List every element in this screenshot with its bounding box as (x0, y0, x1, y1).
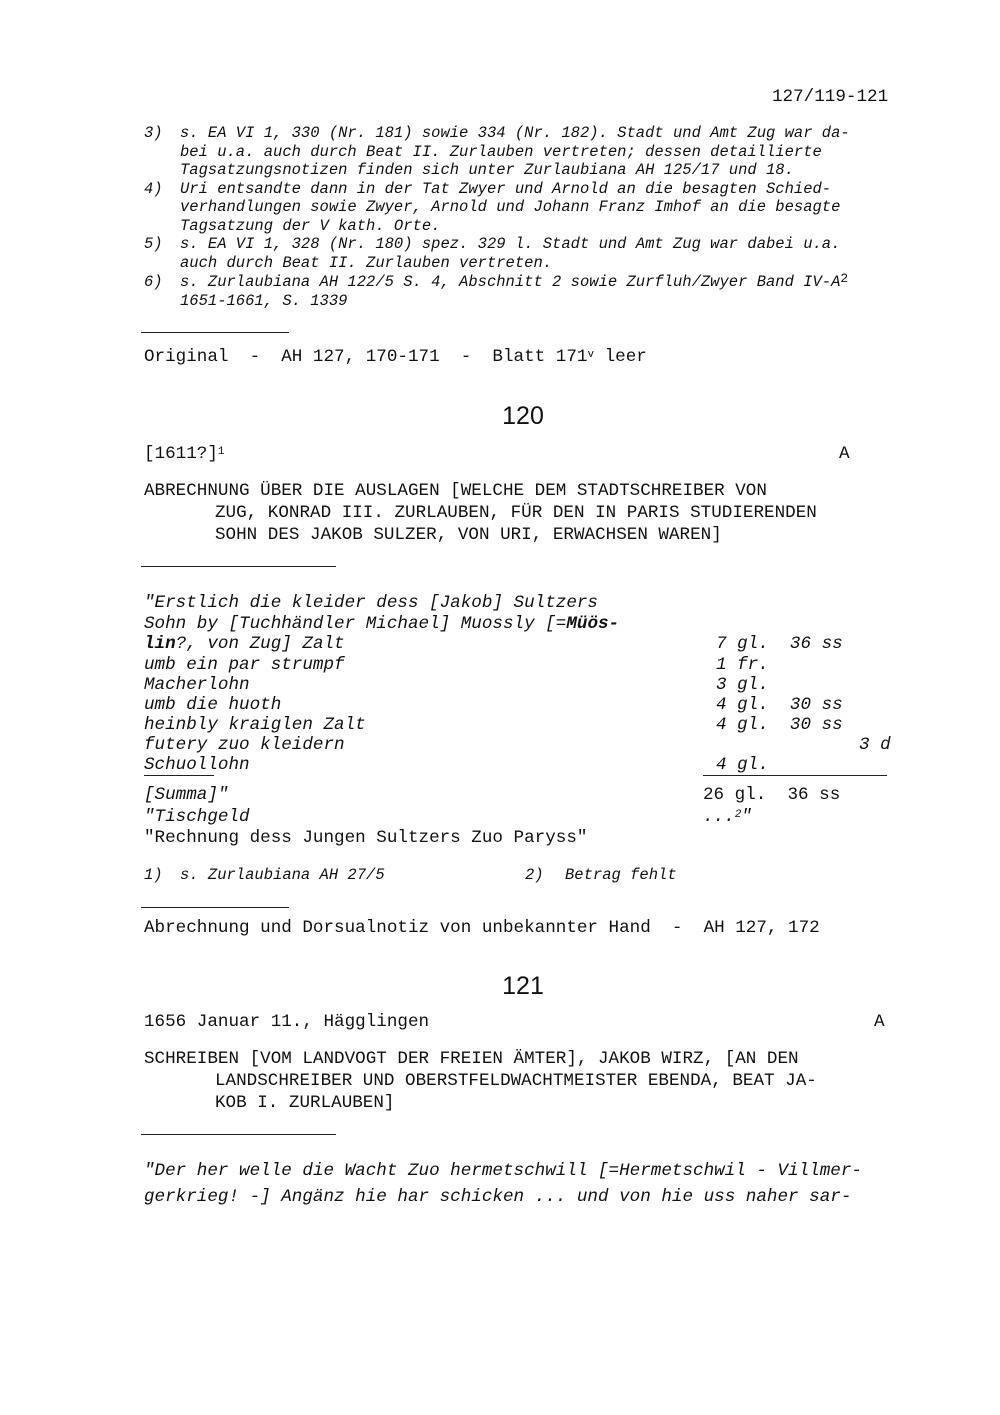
title-line: ABRECHNUNG ÜBER DIE AUSLAGEN [WELCHE DEM STADTSCHREIBER VON (144, 481, 767, 501)
footnote-line: s. Zurlaubiana AH 27/5 (180, 866, 385, 884)
footnote-text: s. Zurlaubiana AH 122/5 S. 4, Abschnitt 2 sowie Zurfluh/Zwyer Band IV-A (180, 273, 841, 291)
account-intro-line (144, 633, 345, 655)
document-type: A (839, 444, 850, 464)
footnote-number: 3) (144, 124, 163, 142)
title-line: LANDSCHREIBER UND OBERSTFELDWACHTMEISTER EBENDA, BEAT JA- (215, 1071, 817, 1091)
intro-text: ?, von Zug] Zalt (175, 634, 345, 654)
title-line: ZUG, KONRAD III. ZURLAUBEN, FÜR DEN IN PARIS STUDIERENDEN (215, 503, 817, 523)
footnote-line (180, 273, 848, 292)
account-amount: 4 gl. 30 ss (716, 695, 843, 715)
document-date: 1656 Januar 11., Hägglingen (144, 1012, 430, 1032)
title-line: KOB I. ZURLAUBEN] (215, 1093, 395, 1113)
date-superscript: 1 (217, 446, 225, 458)
tischgeld-amount (703, 806, 752, 828)
account-amount: 3 d (859, 735, 891, 755)
footnote-superscript: 2 (840, 271, 849, 286)
account-item-label: futery zuo kleidern (144, 735, 345, 755)
footnote-number: 1) (144, 866, 163, 884)
source-tail: leer (594, 347, 647, 367)
account-item-label: Macherlohn (144, 675, 250, 695)
footnote-line: verhandlungen sowie Zwyer, Arnold und Johann Franz Imhof an die besagte (180, 198, 841, 216)
sum-rule (703, 775, 887, 776)
dorsual-note: "Rechnung dess Jungen Sultzers Zuo Paryss" (144, 828, 588, 848)
source-text: Original - AH 127, 170-171 - Blatt 171 (144, 347, 588, 367)
separator-rule (141, 907, 289, 908)
account-item-label: umb ein par strumpf (144, 655, 345, 675)
footnote-number: 5) (144, 235, 163, 253)
intro-text: Sohn by [Tuchhändler Michael] Muossly [= (144, 614, 567, 634)
summa-amount: 26 gl. 36 ss (703, 785, 841, 805)
footnote-line: Betrag fehlt (565, 866, 677, 884)
source-superscript: v (587, 349, 595, 361)
text-line: gerkrieg! -] Angänz hie har schicken ... und von hie uss naher sar- (144, 1187, 852, 1207)
document-type: A (874, 1012, 885, 1032)
account-amount: 4 gl. 30 ss (716, 715, 843, 735)
footnote-line: 1651-1661, S. 1339 (180, 291, 348, 310)
footnote-line: Uri entsandte dann in der Tat Zwyer und Arnold an die besagten Schied- (180, 179, 832, 198)
amount-superscript: 2 (734, 809, 742, 821)
amount-text: ... (703, 807, 735, 827)
footnote-number: 6) (144, 273, 163, 291)
footnote-line: auch durch Beat II. Zurlauben vertreten. (180, 253, 553, 272)
underline-rule (144, 775, 214, 776)
separator-rule (141, 332, 289, 333)
footnote-number: 4) (144, 179, 163, 198)
intro-emphasis: lin (144, 634, 176, 654)
document-number: 120 (502, 402, 544, 430)
document-number: 121 (502, 972, 544, 1000)
title-line: SCHREIBEN [VOM LANDVOGT DER FREIEN ÄMTER], JAKOB WIRZ, [AN DEN (144, 1049, 799, 1069)
footnote-number: 2) (525, 866, 544, 884)
document-date (144, 443, 225, 465)
footnote-line: bei u.a. auch durch Beat II. Zurlauben vertreten; dessen detaillierte (180, 142, 822, 161)
title-line: SOHN DES JAKOB SULZER, VON URI, ERWACHSEN WAREN] (215, 525, 722, 545)
account-item-label: heinbly kraiglen Zalt (144, 715, 366, 735)
footnote-line: Tagsatzungsnotizen finden sich unter Zurlaubiana AH 125/17 und 18. (180, 161, 794, 179)
account-amount: 4 gl. (716, 755, 769, 775)
separator-rule (141, 566, 336, 567)
footnote-line: s. EA VI 1, 330 (Nr. 181) sowie 334 (Nr. 182). Stadt und Amt Zug war da- (180, 124, 850, 142)
account-intro-line (144, 613, 619, 635)
footnote-line: s. EA VI 1, 328 (Nr. 180) spez. 329 l. Stadt und Amt Zug war dabei u.a. (180, 235, 841, 253)
page-reference: 127/119-121 (772, 87, 889, 107)
footnote-line: Tagsatzung der V kath. Orte. (180, 216, 441, 235)
source-note-119 (144, 346, 647, 368)
summa-label: [Summa]" (144, 785, 229, 805)
account-intro-line: "Erstlich die kleider dess [Jakob] Sultzers (144, 593, 598, 613)
account-amount: 1 fr. (716, 655, 769, 675)
intro-emphasis: Müös- (566, 614, 620, 634)
tischgeld-label: "Tischgeld (144, 807, 250, 827)
account-item-label: Schuollohn (144, 755, 250, 775)
account-amount: 7 gl. 36 ss (716, 634, 843, 654)
separator-rule (141, 1134, 336, 1135)
date-text: [1611?] (144, 444, 218, 464)
account-amount: 3 gl. (716, 675, 769, 695)
source-note-120: Abrechnung und Dorsualnotiz von unbekannter Hand - AH 127, 172 (144, 918, 820, 938)
account-item-label: umb die huoth (144, 695, 282, 715)
text-line: "Der her welle die Wacht Zuo hermetschwill [=Hermetschwil - Villmer- (144, 1161, 862, 1181)
amount-close: " (741, 807, 752, 827)
